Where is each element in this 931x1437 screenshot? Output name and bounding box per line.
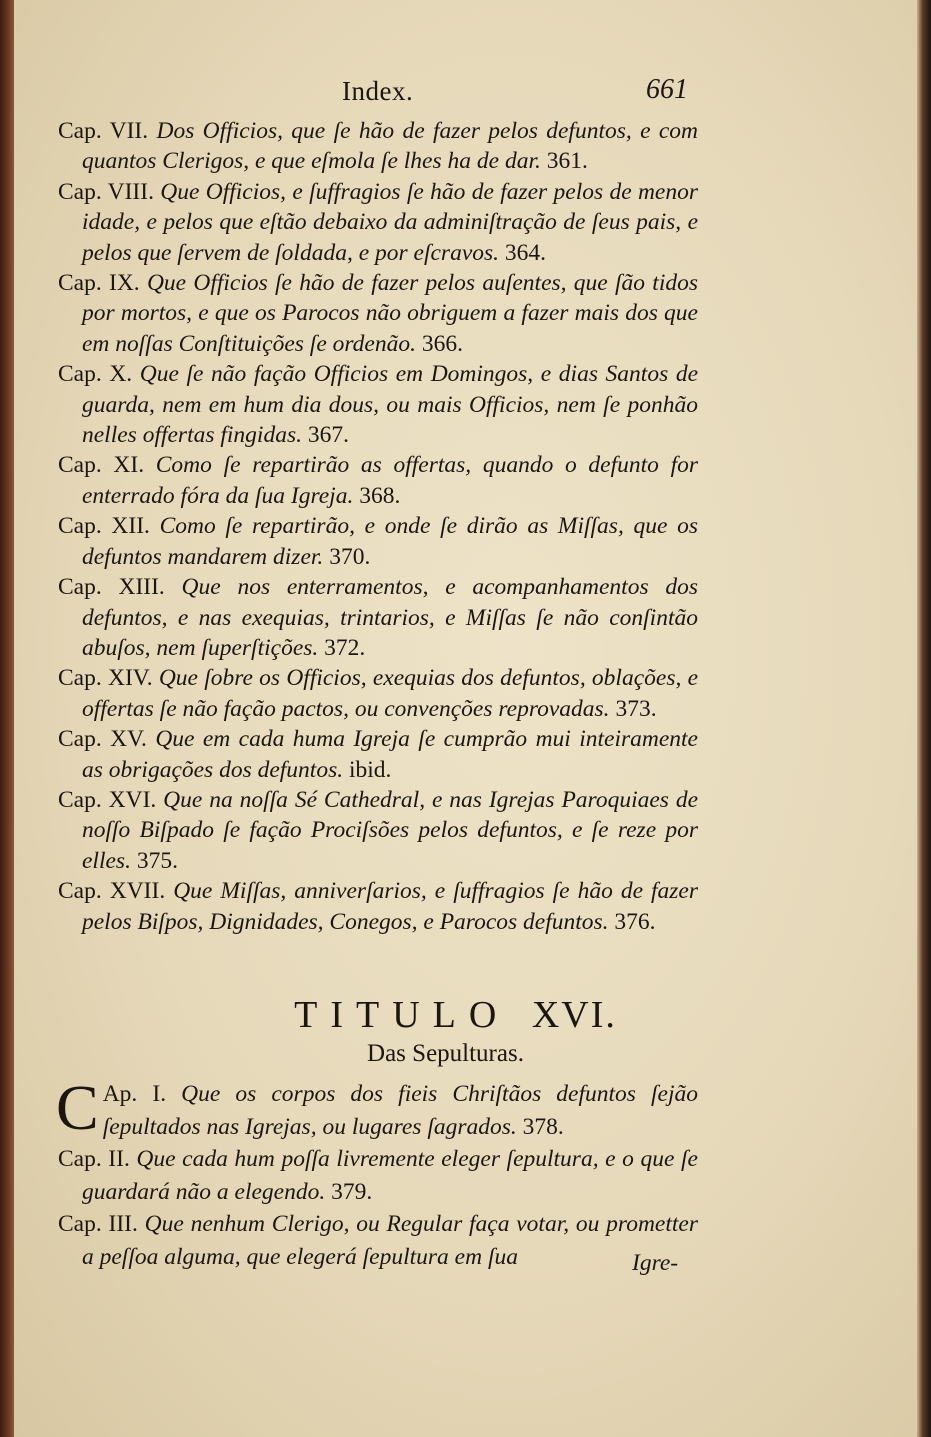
page-number: 661 [646,74,688,105]
chapter-label: Cap. XII. [58,513,160,540]
chapter-label: Cap. VIII. [58,178,161,205]
page-reference: 367. [307,422,349,449]
index-entry [58,724,698,785]
index-entry [56,1072,699,1143]
chapter-label: Cap. XI. [58,452,156,479]
page-reference: ibid. [348,756,392,783]
index-entry [58,450,698,511]
page-reference: 372. [324,634,366,661]
chapter-label: Cap. X. [58,361,140,388]
chapter-description: Que cada hum poſſa livremente eleger ſepultura, e o que ſe guardará não a elegendo. [82,1146,698,1205]
chapter-description: Dos Officios, que ſe hão de fazer pelos defuntos, e com quantos Clerigos, e que eſmola ſe lhes ha de dar. [82,118,699,175]
chapter-label: Cap. XIV. [58,665,159,692]
index-entry [58,1208,698,1273]
chapter-label: Cap. III. [58,1211,145,1237]
index-entry [58,177,698,268]
index-entry [58,572,698,663]
chapter-label: Ap. I. [102,1081,182,1107]
chapter-label: Cap. XV. [58,726,156,753]
section-heading [14,992,917,1070]
index-entry [58,511,698,572]
page-edge [917,0,931,1437]
chapter-label: Cap. IX. [58,270,147,297]
index-entry [58,268,698,359]
chapter-description: Que em cada huma Igreja ſe cumprão mui inteiramente as obrigações dos defuntos. [82,726,698,783]
chapter-label: Cap. VII. [58,118,157,144]
index-entry [58,359,698,450]
chapter-label: Cap. XIII. [58,574,182,601]
header-title: Index. [342,76,414,106]
chapter-description: Que na noſſa Sé Cathedral, e nas Igrejas Paroquiaes de noſſo Biſpado ſe fação Prociſsões pelos defuntos, e ſe reze por elles. [82,786,699,874]
titulo-subtitle: Das Sepulturas. [367,1040,524,1067]
page-reference: 376. [614,908,656,935]
chapter-description: Que os corpos dos fieis Chriſtãos defuntos ſejão ſepultados nas Igrejas, ou lugares ſagrados. [102,1081,699,1140]
book-spine [0,0,14,1437]
chapter-description: Que nenhum Clerigo, ou Regular faça votar, ou prometter a peſſoa alguma, que elegerá ſepultura em ſua [82,1211,698,1270]
index-entry [58,785,698,876]
page-reference: 361. [546,148,588,175]
chapter-description: Que ſobre os Officios, exequias dos defuntos, oblações, e offertas ſe não fação pactos, ou convenções reprovadas. [82,665,699,722]
chapter-description: Que ſe não fação Officios em Domingos, e dias Santos de guarda, nem em hum dia dous, ou mais Officios, nem ſe ponhão nelles offertas fingidas. [82,361,698,449]
page-reference: 378. [522,1113,564,1140]
page-reference: 368. [359,482,401,509]
drop-cap: C [56,1072,99,1143]
page-reference: 370. [329,543,371,570]
page-reference: 375. [136,847,178,874]
titulo-label: TITULO [294,994,510,1036]
index-entry [58,663,698,724]
index-entry [58,116,698,177]
page-reference: 379. [331,1178,373,1205]
page-reference: 366. [421,330,463,357]
running-header [14,72,917,112]
index-entry [58,876,698,937]
page-reference: 364. [504,239,547,266]
index-entries [58,116,698,937]
chapter-description: Que nos enterramentos, e acompanhamentos dos defuntos, e nas exequias, trintarios, e Miſſas ſe não conſintão abuſos, nem ſuperſtições. [82,574,698,661]
chapter-description: Que Officios ſe hão de fazer pelos auſentes, que ſão tidos por mortos, e que os Parocos não obriguem a fazer mais dos que em noſſas Conſtituições ſe ordenão. [82,270,698,357]
page-reference: 373. [615,695,657,722]
chapter-description: Como ſe repartirão as offertas, quando o defunto for enterrado fóra da ſua Igreja. [82,452,698,509]
titulo-heading [14,992,917,1038]
catchword: Igre- [632,1250,679,1276]
book-page [14,0,917,1437]
chapter-label: Cap. II. [58,1146,137,1172]
index-entry [58,1143,698,1208]
chapter-description: Como ſe repartirão, e onde ſe dirão as Miſſas, que os defuntos mandarem dizer. [82,513,698,570]
titulo-number: XVI. [531,994,617,1036]
chapter-label: Cap. XVI. [58,786,164,813]
index-entries-section [56,1072,699,1273]
chapter-description: Que Miſſas, anniverſarios, e ſuffragios ſe hão de fazer pelos Biſpos, Dignidades, Conegos, e Parocos defuntos. [82,878,698,935]
chapter-description: Que Officios, e ſuffragios ſe hão de fazer pelos de menor idade, e pelos que eſtão debaixo da adminiſtração de ſeus pais, e pelos que ſervem de ſoldada, e por eſcravos. [82,178,698,266]
chapter-label: Cap. XVII. [58,878,174,905]
